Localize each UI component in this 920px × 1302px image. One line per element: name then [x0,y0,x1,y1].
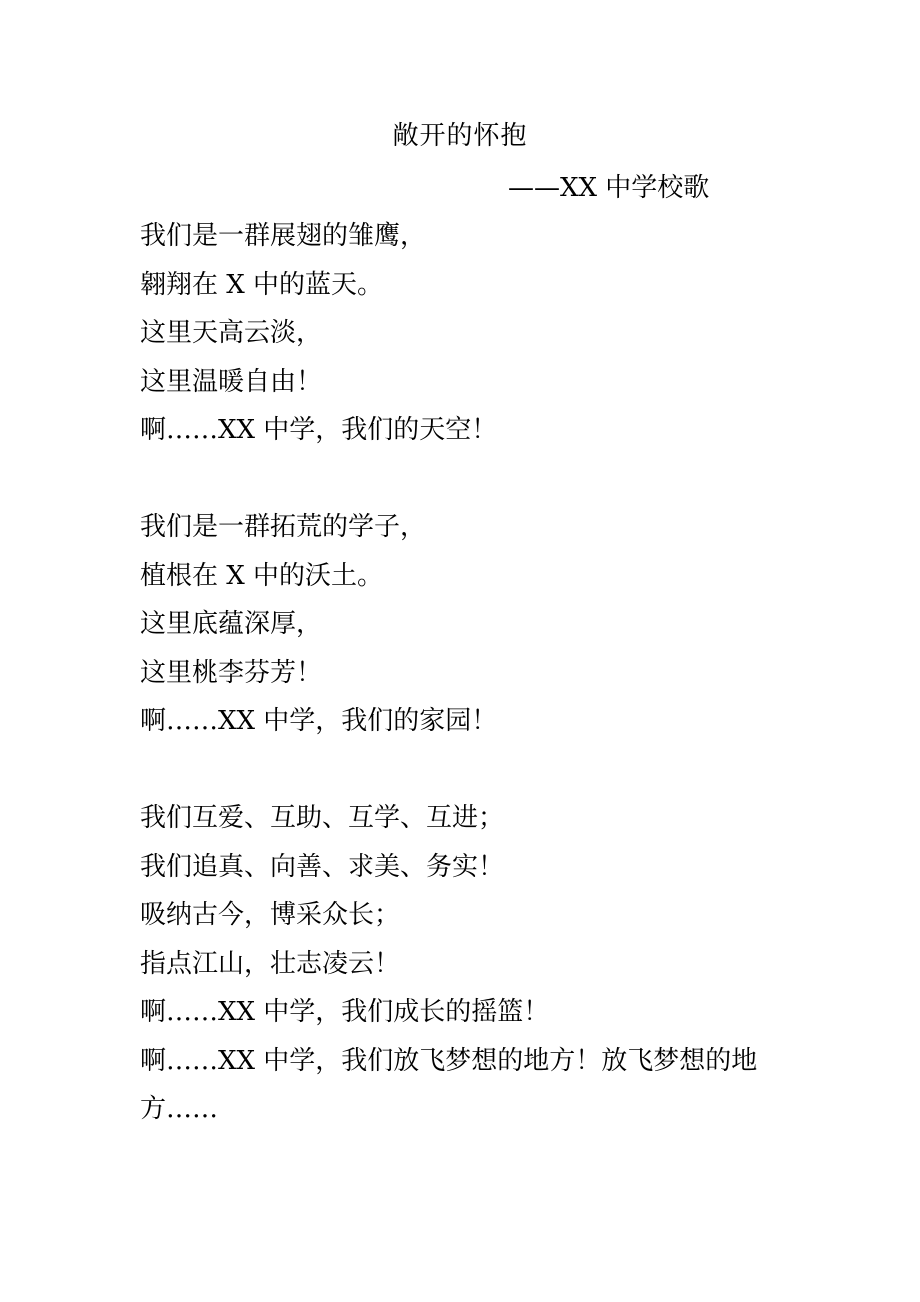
lyric-line: 啊……XX 中学，我们的家园！ [140,706,498,736]
lyric-line: 啊……XX 中学，我们放飞梦想的地方！放飞梦想的地 [140,1045,758,1076]
lyric-line: 我们是一群拓荒的学子， [140,512,427,542]
lyric-line: 啊……XX 中学，我们的天空！ [140,415,498,445]
lyric-line: 这里桃李芬芳！ [140,657,323,688]
lyric-line: 这里温暖自由！ [140,366,323,397]
song-subtitle: ——XX 中学校歌 [508,173,710,203]
lyric-line: 啊……XX 中学，我们成长的摇篮！ [140,997,550,1027]
lyric-line: 我们互爱、互助、互学、互进； [140,803,505,833]
lyric-line: 我们是一群展翅的雏鹰， [140,221,427,251]
lyric-line: 吸纳古今，博采众长； [140,900,401,930]
lyric-line: 方…… [140,1094,219,1124]
lyric-line: 这里底蕴深厚， [140,609,323,639]
song-title: 敞开的怀抱 [392,121,528,151]
lyric-line: 植根在 X 中的沃土。 [140,560,384,591]
lyric-line: 指点江山，壮志凌云！ [140,948,401,979]
stanza-gap [140,746,790,795]
stanza-gap [140,455,790,504]
lyric-line: 这里天高云淡， [140,318,323,348]
lyric-line: 翱翔在 X 中的蓝天。 [140,269,384,300]
lyrics-body [140,212,790,1134]
lyric-line: 我们追真、向善、求美、务实！ [140,851,505,882]
